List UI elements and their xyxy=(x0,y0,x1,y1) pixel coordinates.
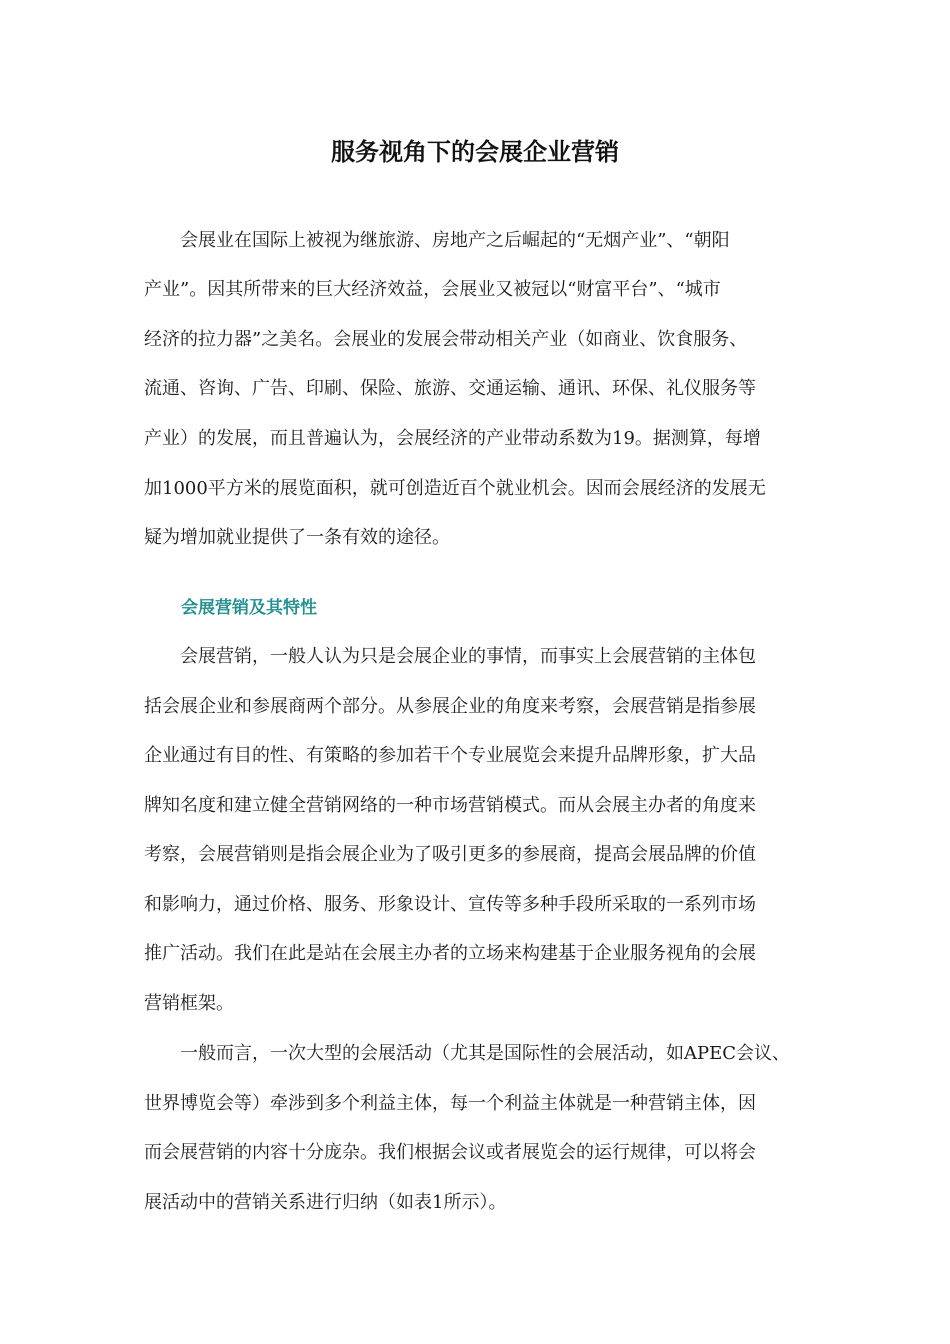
paragraph-line: 和影响力，通过价格、服务、形象设计、宣传等多种手段所采取的一系列市场 xyxy=(144,894,756,915)
paragraph-line: 一般而言，一次大型的会展活动（尤其是国际性的会展活动，如APEC会议、 xyxy=(144,1043,791,1064)
section-heading: 会展营销及其特性 xyxy=(181,598,317,618)
paragraph-line: 会展营销，一般人认为只是会展企业的事情，而事实上会展营销的主体包 xyxy=(144,646,756,667)
paragraph-line: 流通、咨询、广告、印刷、保险、旅游、交通运输、通讯、环保、礼仪服务等 xyxy=(144,378,756,399)
paragraph-line: 营销框架。 xyxy=(144,993,234,1014)
paragraph-line: 展活动中的营销关系进行归纳（如表1所示）。 xyxy=(144,1192,507,1213)
paragraph-line: 加1000平方米的展览面积，就可创造近百个就业机会。因而会展经济的发展无 xyxy=(144,478,766,499)
paragraph-line: 推广活动。我们在此是站在会展主办者的立场来构建基于企业服务视角的会展 xyxy=(144,943,756,964)
paragraph-line: 括会展企业和参展商两个部分。从参展企业的角度来考察，会展营销是指参展 xyxy=(144,696,756,717)
paragraph-line: 考察，会展营销则是指会展企业为了吸引更多的参展商，提高会展品牌的价值 xyxy=(144,844,756,865)
paragraph-line: 而会展营销的内容十分庞杂。我们根据会议或者展览会的运行规律，可以将会 xyxy=(144,1142,756,1163)
paragraph-line: 牌知名度和建立健全营销网络的一种市场营销模式。而从会展主办者的角度来 xyxy=(144,795,756,816)
paragraph-line: 企业通过有目的性、有策略的参加若干个专业展览会来提升品牌形象，扩大品 xyxy=(144,745,756,766)
paragraph-line: 疑为增加就业提供了一条有效的途径。 xyxy=(144,527,450,548)
paragraph-line: 世界博览会等）牵涉到多个利益主体，每一个利益主体就是一种营销主体，因 xyxy=(144,1093,756,1114)
paragraph-line: 会展业在国际上被视为继旅游、房地产之后崛起的“无烟产业”、“朝阳 xyxy=(144,230,730,251)
paragraph-line: 产业”。因其所带来的巨大经济效益，会展业又被冠以“财富平台”、“城市 xyxy=(144,279,721,300)
document-title: 服务视角下的会展企业营销 xyxy=(331,138,619,166)
paragraph-line: 经济的拉力器”之美名。会展业的发展会带动相关产业（如商业、饮食服务、 xyxy=(144,329,748,350)
paragraph-line: 产业）的发展，而且普遍认为，会展经济的产业带动系数为19。据测算，每增 xyxy=(144,428,761,449)
